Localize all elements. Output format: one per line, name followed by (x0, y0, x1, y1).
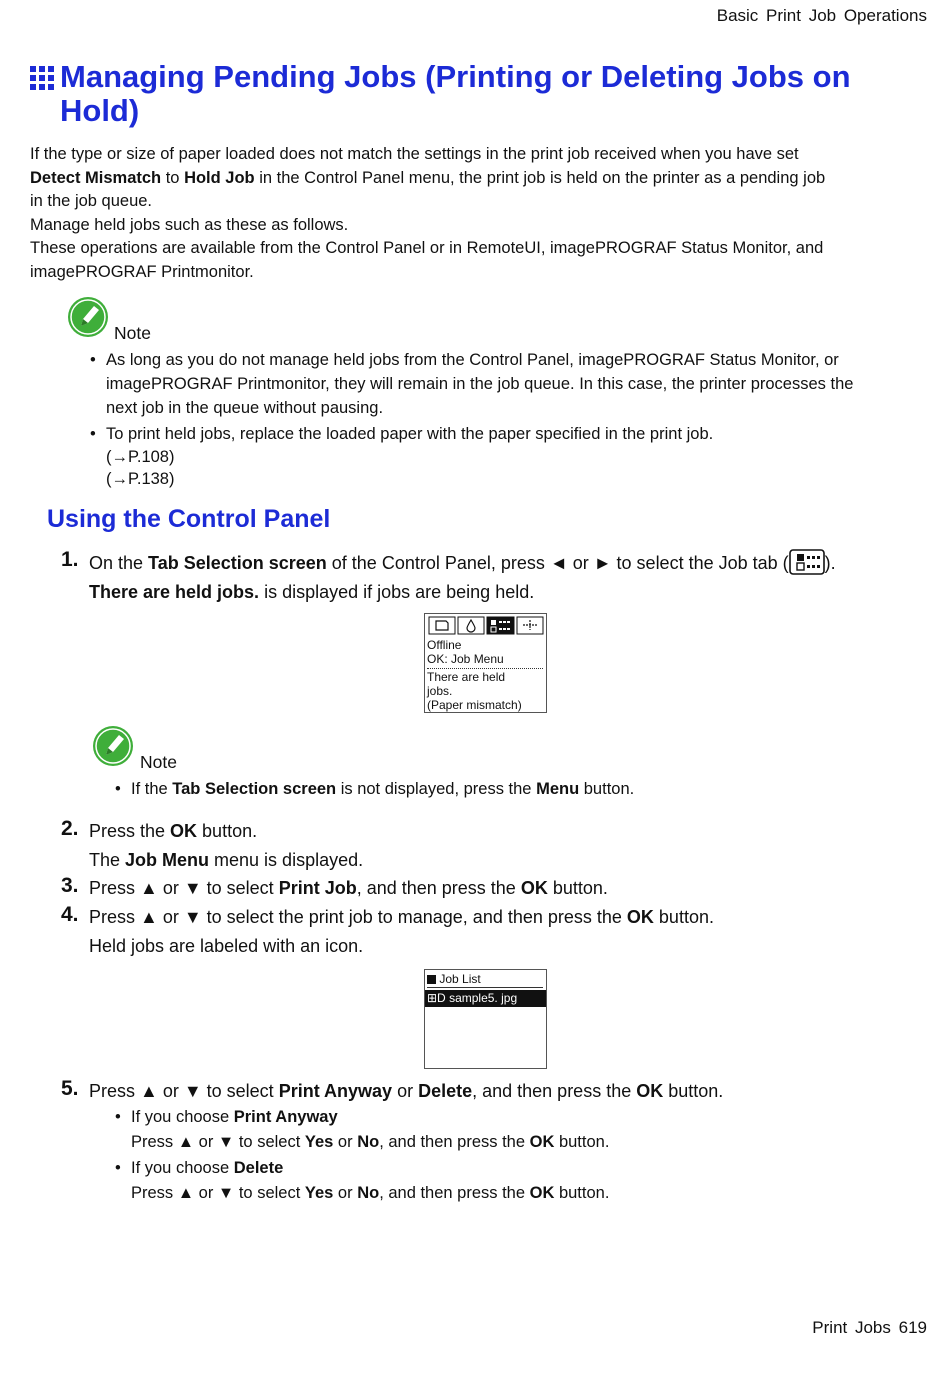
square-icon (427, 975, 436, 984)
step-2: Press the OK button. The Job Menu menu is displayed. (89, 821, 364, 870)
lcd-title: Job List (427, 972, 543, 988)
step-number: 5. (61, 1077, 79, 1100)
intro-paragraph (30, 143, 910, 284)
lcd-tab-bar (428, 616, 544, 635)
pencil-note-icon (92, 725, 134, 767)
page-number: 619 (898, 1318, 927, 1337)
footer-chapter: Print Jobs (812, 1318, 891, 1337)
step-5: Press ▲ or ▼ to select Print Anyway or Delete, and then press the OK button. (89, 1081, 724, 1101)
intro-line: imagePROGRAF Printmonitor. (30, 262, 254, 281)
page-title: Managing Pending Jobs (Printing or Deleting Jobs on Hold) (60, 59, 851, 128)
note-label: Note (140, 752, 177, 772)
step-5-option-delete: • If you choose Delete Press ▲ or ▼ to select Yes or No, and then press the OK button. (115, 1159, 610, 1202)
lcd-screen-tab-selection (424, 613, 547, 713)
grid-icon (30, 66, 54, 90)
step-3: Press ▲ or ▼ to select Print Job, and then press the OK button. (89, 878, 608, 898)
step-number: 1. (61, 548, 79, 571)
pencil-note-icon (67, 296, 109, 338)
intro-line: Manage held jobs such as these as follows. (30, 215, 349, 234)
job-tab-icon (789, 549, 825, 575)
note-bullet: • As long as you do not manage held jobs from the Control Panel, imagePROGRAF Status Monitor, or imagePROGRAF Printmonitor, they will remain in the job queue. In this case, the printer processes the next job in the queue without pausing. (90, 351, 854, 417)
intro-line: in the job queue. (30, 192, 153, 210)
lcd-status: Offline OK: Job Menu (427, 638, 504, 666)
running-footer (812, 1318, 927, 1338)
note-bullet: • To print held jobs, replace the loaded paper with the paper specified in the print job. (→P.108) (→P.138) (106, 422, 906, 490)
note-bullet: • If the Tab Selection screen is not displayed, press the Menu button. (115, 780, 635, 798)
step-number: 2. (61, 817, 79, 840)
page-link[interactable]: (→P.108) (106, 448, 175, 466)
step-5-option-print-anyway: • If you choose Print Anyway Press ▲ or ▼ to select Yes or No, and then press the OK button. (115, 1108, 610, 1151)
intro-line: Detect Mismatch to Hold Job in the Control Panel menu, the print job is held on the printer as a pending job (30, 168, 826, 187)
step-4: Press ▲ or ▼ to select the print job to manage, and then press the OK button. Held jobs are labeled with an icon. (89, 907, 714, 956)
lcd-selected-item: ⊞D sample5. jpg (425, 990, 546, 1007)
note-label: Note (114, 323, 151, 343)
intro-line: If the type or size of paper loaded does not match the settings in the print job received when you have set (30, 145, 799, 163)
step-number: 3. (61, 874, 79, 897)
intro-line: These operations are available from the Control Panel or in RemoteUI, imagePROGRAF Status Monitor, and (30, 239, 824, 257)
held-job-icon: ⊞D (427, 991, 446, 1005)
step-number: 4. (61, 903, 79, 926)
lcd-screen-job-list (424, 969, 547, 1069)
page-link[interactable]: (→P.138) (106, 470, 175, 488)
lcd-message: There are held jobs. (Paper mismatch) (427, 670, 522, 712)
running-header: Basic Print Job Operations (716, 6, 927, 25)
section-title: Using the Control Panel (47, 505, 331, 533)
step-1: On the Tab Selection screen of the Control Panel, press ◄ or ► to select the Job tab ( ). There are held jobs. is displayed if jobs are being held. (89, 549, 909, 604)
